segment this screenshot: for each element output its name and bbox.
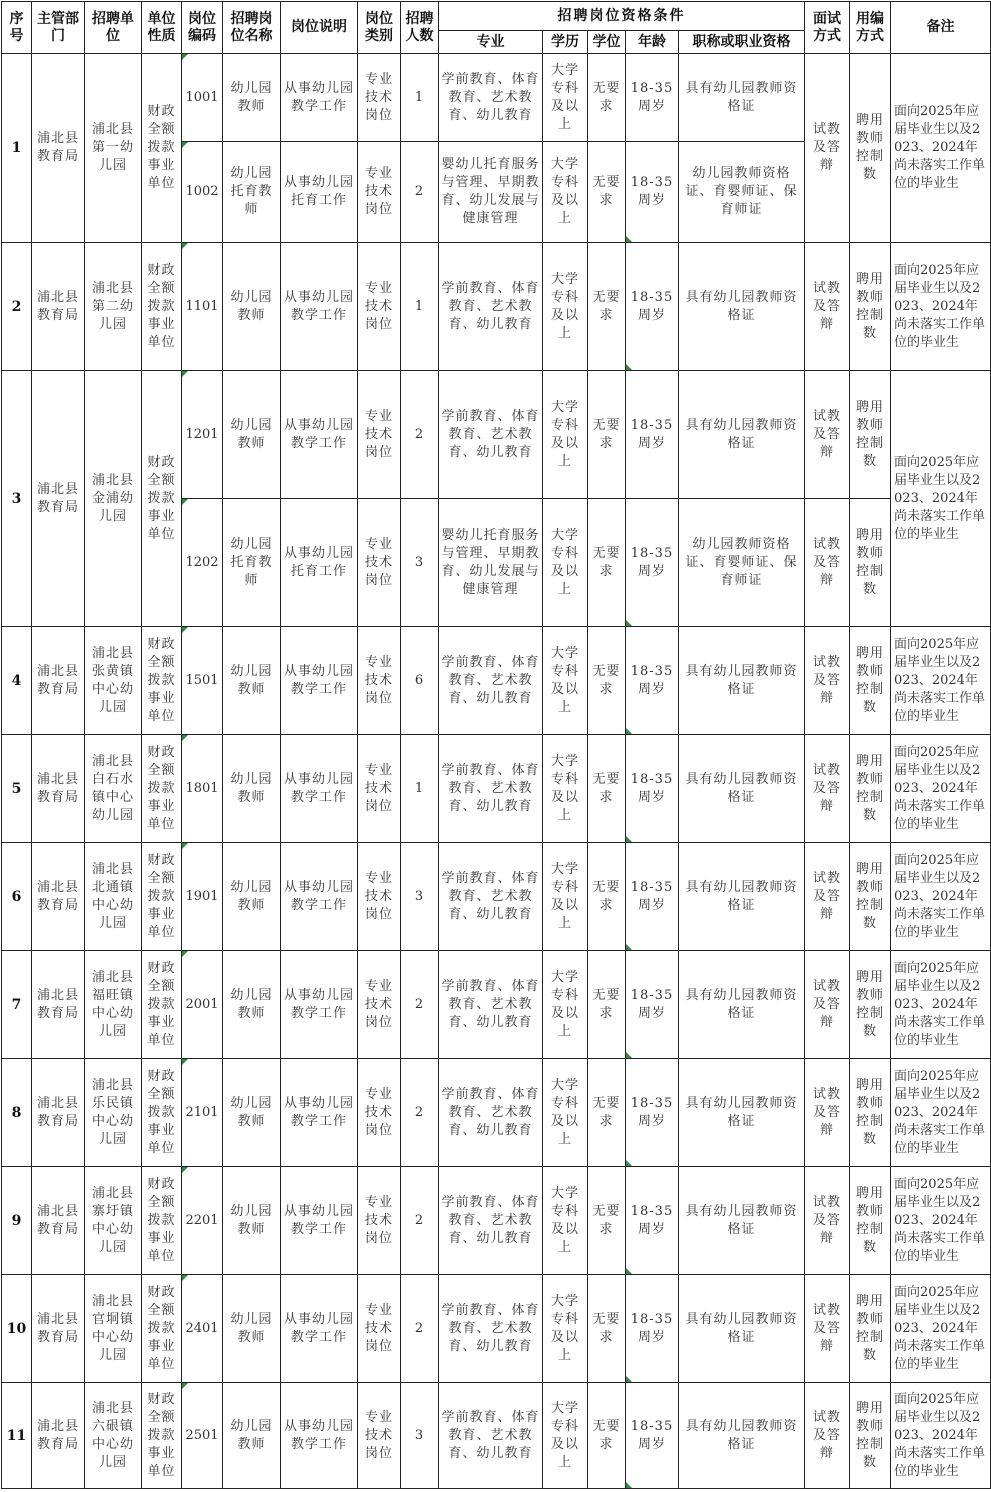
- staffing-cell: 聘用教师控制数: [850, 627, 891, 735]
- recruitment-table: [1, 1, 991, 1489]
- nature-cell: 财政全额拨款事业单位: [142, 1383, 182, 1489]
- post-cell: 幼儿园教师: [223, 627, 281, 735]
- num-cell: 3: [401, 499, 439, 627]
- num-cell: 2: [401, 951, 439, 1059]
- interview-cell: 试教及答辩: [805, 627, 850, 735]
- major-cell: 婴幼儿托育服务与管理、早期教育、幼儿发展与健康管理: [439, 499, 543, 627]
- interview-cell: 试教及答辩: [805, 243, 850, 371]
- dept-cell: 浦北县教育局: [32, 1383, 85, 1489]
- num-cell: 2: [401, 1059, 439, 1167]
- age-cell: 18-35周岁: [626, 142, 679, 243]
- cat-cell: 专业技术岗位: [358, 627, 401, 735]
- unit-cell: 浦北县北通镇中心幼儿园: [85, 843, 142, 951]
- nature-cell: 财政全额拨款事业单位: [142, 843, 182, 951]
- staffing-cell: 聘用教师控制数: [850, 843, 891, 951]
- header-unit: 招聘单位: [85, 2, 142, 54]
- interview-cell: 试教及答辩: [805, 499, 850, 627]
- degree-cell: 无要求: [588, 627, 626, 735]
- degree-cell: 无要求: [588, 1059, 626, 1167]
- seq-cell: 10: [2, 1275, 32, 1383]
- age-cell: 18-35周岁: [626, 951, 679, 1059]
- table-row: [2, 627, 991, 735]
- code-cell: 1202: [182, 499, 223, 627]
- major-cell: 学前教育、体育教育、艺术教育、幼儿教育: [439, 371, 543, 499]
- unit-cell: 浦北县乐民镇中心幼儿园: [85, 1059, 142, 1167]
- cert-cell: 具有幼儿园教师资格证: [679, 735, 805, 843]
- num-cell: 2: [401, 371, 439, 499]
- dept-cell: 浦北县教育局: [32, 1275, 85, 1383]
- code-cell: 2101: [182, 1059, 223, 1167]
- dept-cell: 浦北县教育局: [32, 951, 85, 1059]
- interview-cell: 试教及答辩: [805, 735, 850, 843]
- table-row: [2, 1275, 991, 1383]
- desc-cell: 从事幼儿园托育工作: [281, 142, 358, 243]
- cert-cell: 具有幼儿园教师资格证: [679, 843, 805, 951]
- interview-cell: 试教及答辩: [805, 371, 850, 499]
- desc-cell: 从事幼儿园教学工作: [281, 243, 358, 371]
- degree-cell: 无要求: [588, 243, 626, 371]
- note-cell: 面向2025年应届毕业生以及2023、2024年尚未落实工作单位的毕业生: [891, 371, 991, 627]
- cat-cell: 专业技术岗位: [358, 499, 401, 627]
- note-cell: 面向2025年应届毕业生以及2023、2024年尚未落实工作单位的毕业生: [891, 1383, 991, 1489]
- cert-cell: 具有幼儿园教师资格证: [679, 243, 805, 371]
- desc-cell: 从事幼儿园教学工作: [281, 843, 358, 951]
- desc-cell: 从事幼儿园教学工作: [281, 627, 358, 735]
- num-cell: 2: [401, 1275, 439, 1383]
- unit-cell: 浦北县白石水镇中心幼儿园: [85, 735, 142, 843]
- code-cell: 1901: [182, 843, 223, 951]
- age-cell: 18-35周岁: [626, 1383, 679, 1489]
- edu-cell: 大学专科及以上: [543, 1275, 588, 1383]
- interview-cell: 试教及答辩: [805, 843, 850, 951]
- age-cell: 18-35周岁: [626, 627, 679, 735]
- note-cell: 面向2025年应届毕业生以及2023、2024年尚未落实工作单位的毕业生: [891, 735, 991, 843]
- cert-cell: 具有幼儿园教师资格证: [679, 1059, 805, 1167]
- table-row: [2, 371, 991, 499]
- staffing-cell: 聘用教师控制数: [850, 243, 891, 371]
- header-dept: 主管部门: [32, 2, 85, 54]
- cat-cell: 专业技术岗位: [358, 735, 401, 843]
- seq-cell: 5: [2, 735, 32, 843]
- code-cell: 1001: [182, 54, 223, 142]
- header-note: 备注: [891, 2, 991, 54]
- header-major: 专业: [439, 31, 543, 54]
- cat-cell: 专业技术岗位: [358, 843, 401, 951]
- seq-cell: 6: [2, 843, 32, 951]
- unit-cell: 浦北县福旺镇中心幼儿园: [85, 951, 142, 1059]
- degree-cell: 无要求: [588, 1383, 626, 1489]
- unit-cell: 浦北县官垌镇中心幼儿园: [85, 1275, 142, 1383]
- interview-cell: 试教及答辩: [805, 1383, 850, 1489]
- cat-cell: 专业技术岗位: [358, 1059, 401, 1167]
- note-cell: 面向2025年应届毕业生以及2023、2024年尚未落实工作单位的毕业生: [891, 54, 991, 243]
- code-cell: 2401: [182, 1275, 223, 1383]
- staffing-cell: 聘用教师控制数: [850, 499, 891, 627]
- degree-cell: 无要求: [588, 843, 626, 951]
- unit-cell: 浦北县六硍镇中心幼儿园: [85, 1383, 142, 1489]
- major-cell: 学前教育、体育教育、艺术教育、幼儿教育: [439, 843, 543, 951]
- edu-cell: 大学专科及以上: [543, 371, 588, 499]
- post-cell: 幼儿园教师: [223, 1275, 281, 1383]
- code-cell: 1002: [182, 142, 223, 243]
- header-age: 年龄: [626, 31, 679, 54]
- num-cell: 2: [401, 142, 439, 243]
- table-row: [2, 1167, 991, 1275]
- desc-cell: 从事幼儿园教学工作: [281, 1275, 358, 1383]
- interview-cell: 试教及答辩: [805, 951, 850, 1059]
- nature-cell: 财政全额拨款事业单位: [142, 951, 182, 1059]
- table-body: [2, 54, 991, 1489]
- table-row: [2, 735, 991, 843]
- unit-cell: 浦北县张黄镇中心幼儿园: [85, 627, 142, 735]
- age-cell: 18-35周岁: [626, 843, 679, 951]
- major-cell: 学前教育、体育教育、艺术教育、幼儿教育: [439, 1167, 543, 1275]
- desc-cell: 从事幼儿园教学工作: [281, 951, 358, 1059]
- code-cell: 1201: [182, 371, 223, 499]
- age-cell: 18-35周岁: [626, 1275, 679, 1383]
- degree-cell: 无要求: [588, 1167, 626, 1275]
- degree-cell: 无要求: [588, 371, 626, 499]
- dept-cell: 浦北县教育局: [32, 54, 85, 243]
- major-cell: 学前教育、体育教育、艺术教育、幼儿教育: [439, 1275, 543, 1383]
- post-cell: 幼儿园教师: [223, 371, 281, 499]
- nature-cell: 财政全额拨款事业单位: [142, 1167, 182, 1275]
- major-cell: 学前教育、体育教育、艺术教育、幼儿教育: [439, 951, 543, 1059]
- cat-cell: 专业技术岗位: [358, 1275, 401, 1383]
- dept-cell: 浦北县教育局: [32, 843, 85, 951]
- unit-cell: 浦北县寨圩镇中心幼儿园: [85, 1167, 142, 1275]
- degree-cell: 无要求: [588, 499, 626, 627]
- age-cell: 18-35周岁: [626, 54, 679, 142]
- interview-cell: 试教及答辩: [805, 1059, 850, 1167]
- age-cell: 18-35周岁: [626, 371, 679, 499]
- header-cert: 职称或职业资格: [679, 31, 805, 54]
- staffing-cell: 聘用教师控制数: [850, 1383, 891, 1489]
- unit-cell: 浦北县第二幼儿园: [85, 243, 142, 371]
- code-cell: 1801: [182, 735, 223, 843]
- post-cell: 幼儿园教师: [223, 1167, 281, 1275]
- num-cell: 1: [401, 243, 439, 371]
- header-interview: 面试方式: [805, 2, 850, 54]
- post-cell: 幼儿园教师: [223, 843, 281, 951]
- cert-cell: 具有幼儿园教师资格证: [679, 951, 805, 1059]
- cat-cell: 专业技术岗位: [358, 1167, 401, 1275]
- age-cell: 18-35周岁: [626, 1059, 679, 1167]
- age-cell: 18-35周岁: [626, 499, 679, 627]
- degree-cell: 无要求: [588, 1275, 626, 1383]
- major-cell: 学前教育、体育教育、艺术教育、幼儿教育: [439, 1059, 543, 1167]
- num-cell: 1: [401, 735, 439, 843]
- staffing-cell: 聘用教师控制数: [850, 54, 891, 243]
- table-row: [2, 54, 991, 142]
- nature-cell: 财政全额拨款事业单位: [142, 243, 182, 371]
- edu-cell: 大学专科及以上: [543, 951, 588, 1059]
- post-cell: 幼儿园教师: [223, 951, 281, 1059]
- header-seq: 序号: [2, 2, 32, 54]
- cat-cell: 专业技术岗位: [358, 142, 401, 243]
- cert-cell: 具有幼儿园教师资格证: [679, 54, 805, 142]
- header-desc: 岗位说明: [281, 2, 358, 54]
- major-cell: 学前教育、体育教育、艺术教育、幼儿教育: [439, 54, 543, 142]
- post-cell: 幼儿园教师: [223, 1383, 281, 1489]
- edu-cell: 大学专科及以上: [543, 1059, 588, 1167]
- note-cell: 面向2025年应届毕业生以及2023、2024年尚未落实工作单位的毕业生: [891, 1059, 991, 1167]
- post-cell: 幼儿园教师: [223, 243, 281, 371]
- table-header: [2, 2, 991, 54]
- post-cell: 幼儿园教师: [223, 54, 281, 142]
- seq-cell: 7: [2, 951, 32, 1059]
- degree-cell: 无要求: [588, 142, 626, 243]
- cat-cell: 专业技术岗位: [358, 243, 401, 371]
- code-cell: 1501: [182, 627, 223, 735]
- note-cell: 面向2025年应届毕业生以及2023、2024年尚未落实工作单位的毕业生: [891, 243, 991, 371]
- major-cell: 学前教育、体育教育、艺术教育、幼儿教育: [439, 627, 543, 735]
- header-code: 岗位编码: [182, 2, 223, 54]
- num-cell: 3: [401, 1383, 439, 1489]
- dept-cell: 浦北县教育局: [32, 1167, 85, 1275]
- code-cell: 1101: [182, 243, 223, 371]
- interview-cell: 试教及答辩: [805, 1167, 850, 1275]
- nature-cell: 财政全额拨款事业单位: [142, 54, 182, 243]
- cert-cell: 幼儿园教师资格证、育婴师证、保育师证: [679, 142, 805, 243]
- edu-cell: 大学专科及以上: [543, 843, 588, 951]
- code-cell: 2501: [182, 1383, 223, 1489]
- desc-cell: 从事幼儿园教学工作: [281, 1059, 358, 1167]
- edu-cell: 大学专科及以上: [543, 735, 588, 843]
- num-cell: 6: [401, 627, 439, 735]
- nature-cell: 财政全额拨款事业单位: [142, 1059, 182, 1167]
- staffing-cell: 聘用教师控制数: [850, 371, 891, 499]
- unit-cell: 浦北县金浦幼儿园: [85, 371, 142, 627]
- table-row: [2, 1383, 991, 1489]
- cert-cell: 具有幼儿园教师资格证: [679, 627, 805, 735]
- interview-cell: 试教及答辩: [805, 54, 850, 243]
- num-cell: 3: [401, 843, 439, 951]
- cert-cell: 具有幼儿园教师资格证: [679, 1167, 805, 1275]
- note-cell: 面向2025年应届毕业生以及2023、2024年尚未落实工作单位的毕业生: [891, 1275, 991, 1383]
- num-cell: 2: [401, 1167, 439, 1275]
- nature-cell: 财政全额拨款事业单位: [142, 627, 182, 735]
- desc-cell: 从事幼儿园托育工作: [281, 499, 358, 627]
- header-post: 招聘岗位名称: [223, 2, 281, 54]
- desc-cell: 从事幼儿园教学工作: [281, 371, 358, 499]
- table-row: [2, 843, 991, 951]
- nature-cell: 财政全额拨款事业单位: [142, 735, 182, 843]
- header-cat: 岗位类别: [358, 2, 401, 54]
- seq-cell: 4: [2, 627, 32, 735]
- staffing-cell: 聘用教师控制数: [850, 1167, 891, 1275]
- edu-cell: 大学专科及以上: [543, 627, 588, 735]
- note-cell: 面向2025年应届毕业生以及2023、2024年尚未落实工作单位的毕业生: [891, 843, 991, 951]
- note-cell: 面向2025年应届毕业生以及2023、2024年尚未落实工作单位的毕业生: [891, 1167, 991, 1275]
- cert-cell: 具有幼儿园教师资格证: [679, 1275, 805, 1383]
- seq-cell: 1: [2, 54, 32, 243]
- major-cell: 婴幼儿托育服务与管理、早期教育、幼儿发展与健康管理: [439, 142, 543, 243]
- dept-cell: 浦北县教育局: [32, 1059, 85, 1167]
- header-nature: 单位性质: [142, 2, 182, 54]
- seq-cell: 9: [2, 1167, 32, 1275]
- header-degree: 学位: [588, 31, 626, 54]
- age-cell: 18-35周岁: [626, 735, 679, 843]
- note-cell: 面向2025年应届毕业生以及2023、2024年尚未落实工作单位的毕业生: [891, 951, 991, 1059]
- cat-cell: 专业技术岗位: [358, 1383, 401, 1489]
- code-cell: 2201: [182, 1167, 223, 1275]
- desc-cell: 从事幼儿园教学工作: [281, 1167, 358, 1275]
- edu-cell: 大学专科及以上: [543, 243, 588, 371]
- edu-cell: 大学专科及以上: [543, 1383, 588, 1489]
- table-row: [2, 951, 991, 1059]
- post-cell: 幼儿园教师: [223, 735, 281, 843]
- major-cell: 学前教育、体育教育、艺术教育、幼儿教育: [439, 243, 543, 371]
- dept-cell: 浦北县教育局: [32, 627, 85, 735]
- cert-cell: 具有幼儿园教师资格证: [679, 371, 805, 499]
- age-cell: 18-35周岁: [626, 1167, 679, 1275]
- cat-cell: 专业技术岗位: [358, 371, 401, 499]
- degree-cell: 无要求: [588, 951, 626, 1059]
- degree-cell: 无要求: [588, 54, 626, 142]
- seq-cell: 8: [2, 1059, 32, 1167]
- post-cell: 幼儿园托育教师: [223, 142, 281, 243]
- degree-cell: 无要求: [588, 735, 626, 843]
- dept-cell: 浦北县教育局: [32, 243, 85, 371]
- desc-cell: 从事幼儿园教学工作: [281, 54, 358, 142]
- seq-cell: 3: [2, 371, 32, 627]
- header-num: 招聘人数: [401, 2, 439, 54]
- cert-cell: 具有幼儿园教师资格证: [679, 1383, 805, 1489]
- table-row: [2, 243, 991, 371]
- cat-cell: 专业技术岗位: [358, 54, 401, 142]
- table-row: [2, 1059, 991, 1167]
- cat-cell: 专业技术岗位: [358, 951, 401, 1059]
- seq-cell: 11: [2, 1383, 32, 1489]
- staffing-cell: 聘用教师控制数: [850, 1059, 891, 1167]
- post-cell: 幼儿园托育教师: [223, 499, 281, 627]
- edu-cell: 大学专科及以上: [543, 1167, 588, 1275]
- unit-cell: 浦北县第一幼儿园: [85, 54, 142, 243]
- edu-cell: 大学专科及以上: [543, 54, 588, 142]
- header-qualifications: 招聘岗位资格条件: [439, 2, 805, 31]
- cert-cell: 幼儿园教师资格证、育婴师证、保育师证: [679, 499, 805, 627]
- dept-cell: 浦北县教育局: [32, 371, 85, 627]
- dept-cell: 浦北县教育局: [32, 735, 85, 843]
- edu-cell: 大学专科及以上: [543, 499, 588, 627]
- interview-cell: 试教及答辩: [805, 1275, 850, 1383]
- note-cell: 面向2025年应届毕业生以及2023、2024年尚未落实工作单位的毕业生: [891, 627, 991, 735]
- major-cell: 学前教育、体育教育、艺术教育、幼儿教育: [439, 735, 543, 843]
- desc-cell: 从事幼儿园教学工作: [281, 735, 358, 843]
- age-cell: 18-35周岁: [626, 243, 679, 371]
- code-cell: 2001: [182, 951, 223, 1059]
- nature-cell: 财政全额拨款事业单位: [142, 1275, 182, 1383]
- staffing-cell: 聘用教师控制数: [850, 951, 891, 1059]
- header-staffing: 用编方式: [850, 2, 891, 54]
- seq-cell: 2: [2, 243, 32, 371]
- post-cell: 幼儿园教师: [223, 1059, 281, 1167]
- staffing-cell: 聘用教师控制数: [850, 1275, 891, 1383]
- edu-cell: 大学专科及以上: [543, 142, 588, 243]
- num-cell: 1: [401, 54, 439, 142]
- header-edu: 学历: [543, 31, 588, 54]
- nature-cell: 财政全额拨款事业单位: [142, 371, 182, 627]
- desc-cell: 从事幼儿园教学工作: [281, 1383, 358, 1489]
- staffing-cell: 聘用教师控制数: [850, 735, 891, 843]
- major-cell: 学前教育、体育教育、艺术教育、幼儿教育: [439, 1383, 543, 1489]
